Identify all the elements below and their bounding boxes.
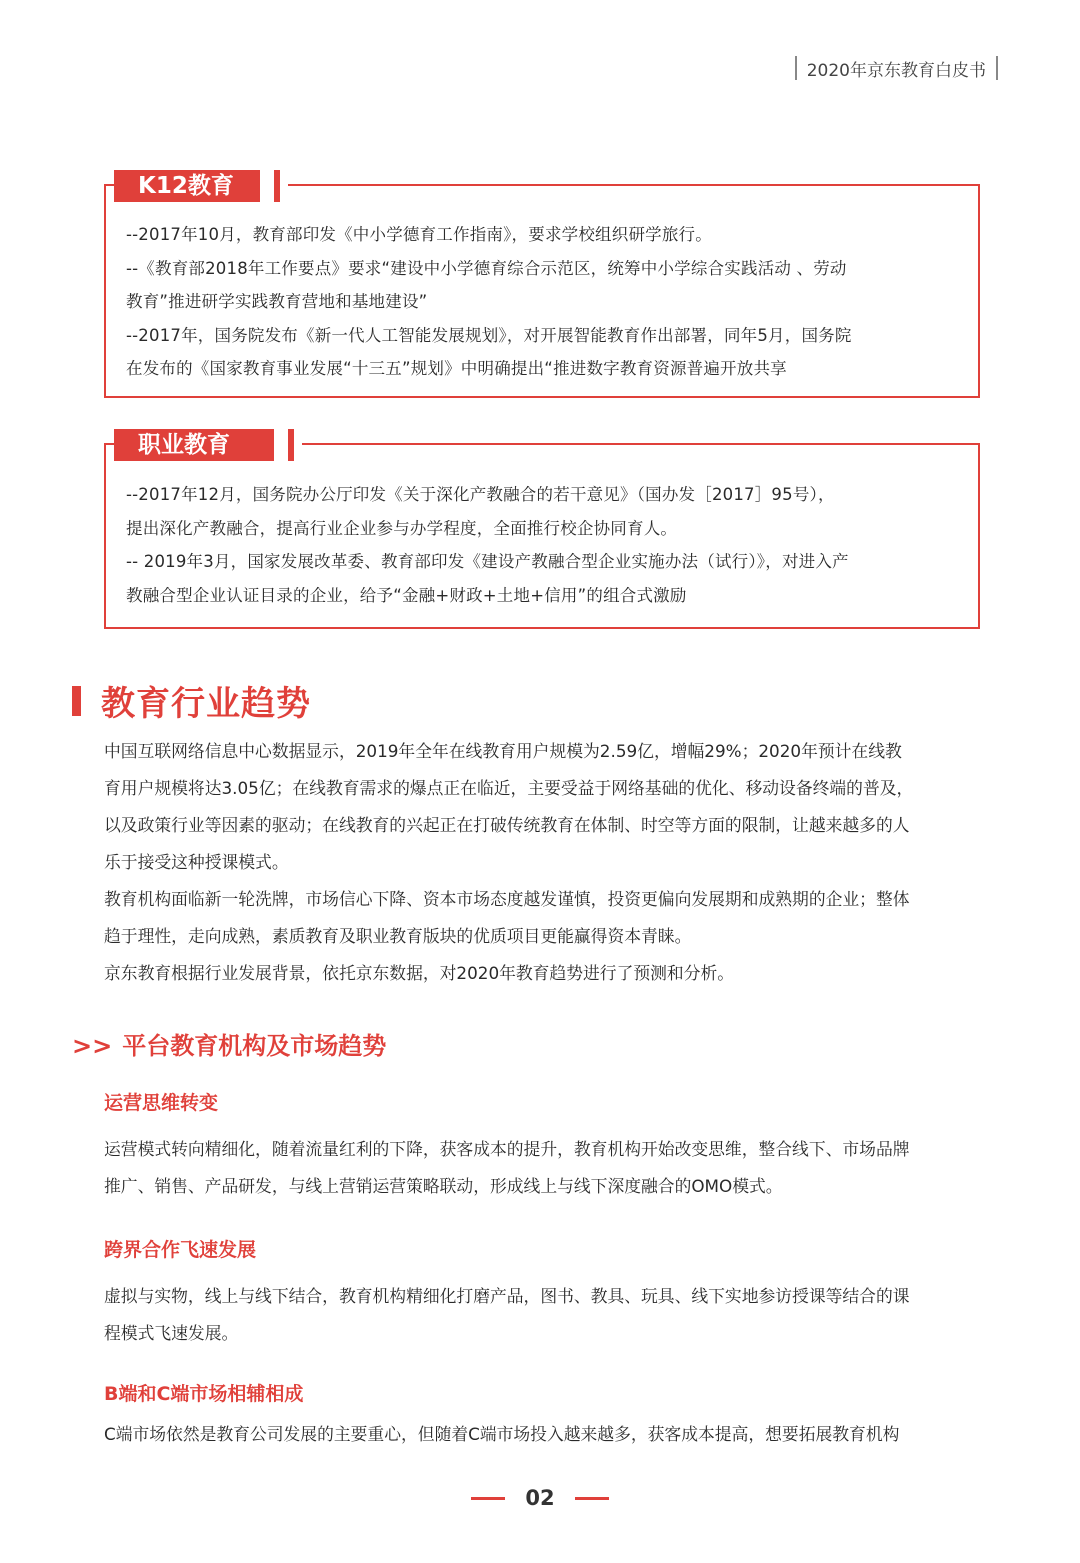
- item-line: C端市场依然是教育公司发展的主要重心，但随着C端市场投入越来越多，获客成本提高，想要拓展教育机构: [104, 1424, 900, 1444]
- vocational-policy-box: [104, 443, 980, 629]
- vocational-tab: [114, 429, 302, 461]
- section-title-marker: [72, 686, 81, 716]
- item-line: 推广、销售、产品研发，与线上营销运营策略联动，形成线上与线下深度融合的OMO模式。: [104, 1176, 783, 1196]
- vocational-line: 教融合型企业认证目录的企业，给予“金融+财政+土地+信用”的组合式激励: [126, 585, 687, 605]
- trend-line: 京东教育根据行业发展背景，依托京东数据，对2020年教育趋势进行了预测和分析。: [104, 963, 735, 983]
- section-title-text: 教育行业趋势: [101, 684, 311, 724]
- vocational-line: 提出深化产教融合，提高行业企业参与办学程度，全面推行校企协同育人。: [126, 518, 678, 538]
- vocational-tab-label: 职业教育: [114, 429, 274, 461]
- k12-line: --2017年，国务院发布《新一代人工智能发展规划》，对开展智能教育作出部署，同年5月，国务院: [126, 325, 852, 345]
- k12-tab-bar: [274, 170, 280, 202]
- trend-line: 乐于接受这种授课模式。: [104, 852, 289, 872]
- item-heading: 跨界合作飞速发展: [104, 1239, 257, 1261]
- trend-line: 育用户规模将达3.05亿；在线教育需求的爆点正在临近，主要受益于网络基础的优化、移动设备终端的普及，: [104, 778, 914, 798]
- header-title: 2020年京东教育白皮书: [806, 60, 986, 81]
- item-line: 程模式飞速发展。: [104, 1323, 239, 1343]
- k12-policy-text: [126, 218, 952, 386]
- vocational-tab-bar: [288, 429, 294, 461]
- item-heading: 运营思维转变: [104, 1092, 219, 1114]
- footer-line-left: [471, 1497, 505, 1500]
- k12-line: 教育”推进研学实践教育营地和基地建设”: [126, 292, 428, 311]
- item-paragraph: [104, 1416, 994, 1453]
- page-number: 02: [525, 1486, 555, 1510]
- page-header: [785, 54, 1008, 82]
- page-footer: [0, 1486, 1080, 1510]
- item-line: 运营模式转向精细化，随着流量红利的下降，获客成本的提升，教育机构开始改变思维，整合线下、市场品牌: [104, 1139, 910, 1159]
- item-paragraph: [104, 1278, 994, 1352]
- trend-line: 趋于理性，走向成熟，素质教育及职业教育版块的优质项目更能赢得资本青睐。: [104, 926, 692, 946]
- k12-line: --《教育部2018年工作要点》要求“建设中小学德育综合示范区，统筹中小学综合实践活动 、劳动: [126, 258, 847, 278]
- trend-paragraphs: [104, 733, 994, 992]
- section-title: [72, 676, 311, 725]
- k12-tab: [114, 170, 288, 202]
- header-divider-right: [996, 56, 998, 80]
- k12-policy-box: [104, 184, 980, 398]
- vocational-line: -- 2019年3月，国家发展改革委、教育部印发《建设产教融合型企业实施办法（试行）》，对进入产: [126, 552, 849, 571]
- trend-line: 以及政策行业等因素的驱动；在线教育的兴起正在打破传统教育在体制、时空等方面的限制，让越来越多的人: [104, 815, 910, 835]
- item-heading: B端和C端市场相辅相成: [104, 1383, 304, 1405]
- k12-line: 在发布的《国家教育事业发展“十三五”规划》中明确提出“推进数字教育资源普遍开放共享: [126, 359, 787, 378]
- item-line: 虚拟与实物，线上与线下结合，教育机构精细化打磨产品，图书、教具、玩具、线下实地参访授课等结合的课: [104, 1286, 910, 1306]
- subsection-title-text: 平台教育机构及市场趋势: [122, 1032, 387, 1060]
- trend-line: 中国互联网络信息中心数据显示，2019年全年在线教育用户规模为2.59亿，增幅29%；2020年预计在线教: [104, 741, 902, 761]
- footer-line-right: [575, 1497, 609, 1500]
- vocational-line: --2017年12月，国务院办公厅印发《关于深化产教融合的若干意见》（国办发［2017］95号），: [126, 485, 835, 504]
- double-arrow-icon: >>: [72, 1032, 113, 1060]
- k12-line: --2017年10月，教育部印发《中小学德育工作指南》，要求学校组织研学旅行。: [126, 225, 712, 244]
- header-divider-left: [795, 56, 797, 80]
- k12-tab-label: K12教育: [114, 170, 260, 202]
- subsection-title: [72, 1026, 386, 1061]
- vocational-policy-text: [126, 478, 952, 612]
- item-paragraph: [104, 1131, 994, 1205]
- trend-line: 教育机构面临新一轮洗牌，市场信心下降、资本市场态度越发谨慎，投资更偏向发展期和成熟期的企业；整体: [104, 889, 910, 909]
